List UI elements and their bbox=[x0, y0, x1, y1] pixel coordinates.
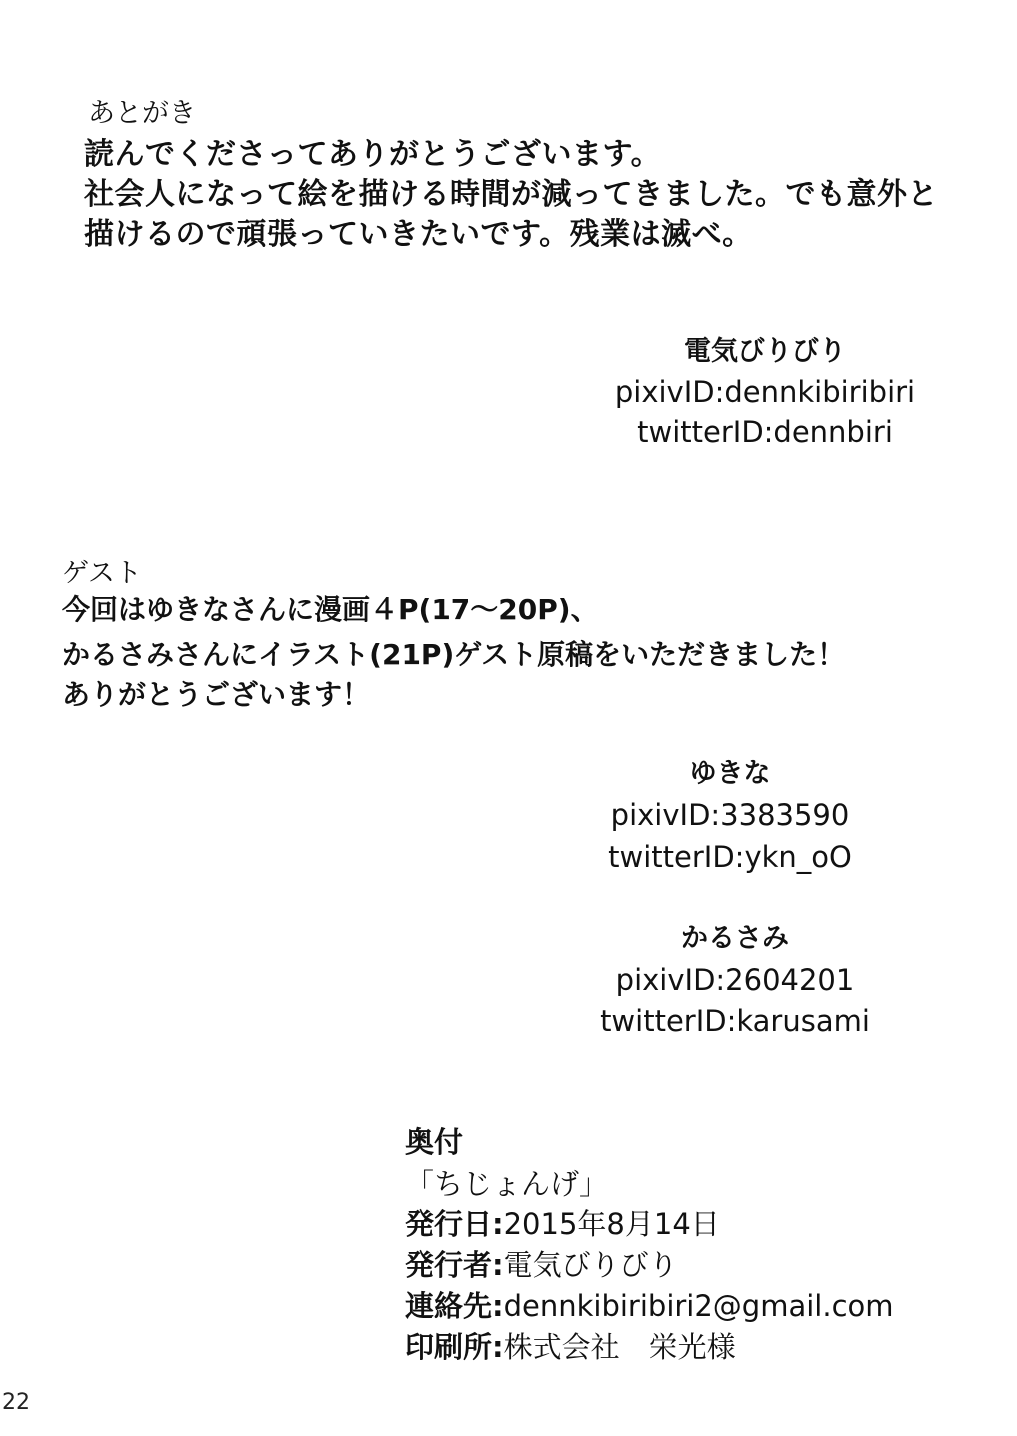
guest-pixiv-id: pixivID:3383590 bbox=[610, 798, 850, 832]
page-number: 22 bbox=[2, 1390, 30, 1415]
colophon-label: 連絡先: bbox=[405, 1289, 504, 1323]
author-name: 電気びりびり bbox=[684, 336, 846, 367]
afterword-heading: あとがき bbox=[88, 98, 196, 129]
guest-heading: ゲスト bbox=[62, 558, 142, 589]
colophon-row-printer bbox=[405, 1330, 736, 1364]
colophon-label: 発行者: bbox=[405, 1248, 504, 1282]
colophon-value: 2015年8月14日 bbox=[503, 1207, 720, 1241]
colophon-row-publisher bbox=[405, 1248, 678, 1282]
guest-line: かるさみさんにイラスト(21P)ゲスト原稿をいただきました！ bbox=[62, 638, 846, 671]
colophon-row-issue-date bbox=[405, 1207, 720, 1241]
guest-line: ありがとうございます！ bbox=[62, 678, 371, 711]
afterword-line: 社会人になって絵を描ける時間が減ってきました。でも意外と bbox=[84, 177, 938, 212]
guest-name: ゆきな bbox=[689, 758, 771, 789]
colophon-label: 発行日: bbox=[405, 1207, 504, 1241]
afterword-line: 描けるので頑張っていきたいです。残業は滅べ。 bbox=[84, 217, 753, 252]
guest-twitter-id: twitterID:karusami bbox=[600, 1004, 870, 1038]
colophon-title: 「ちじょんげ」 bbox=[405, 1167, 609, 1201]
colophon-value: 電気びりびり bbox=[503, 1248, 678, 1282]
colophon-value: dennkibiribiri2@gmail.com bbox=[503, 1289, 894, 1323]
guest-name: かるさみ bbox=[681, 923, 789, 954]
colophon-row-contact bbox=[405, 1289, 894, 1323]
author-pixiv-id: pixivID:dennkibiribiri bbox=[614, 375, 916, 409]
guest-line: 今回はゆきなさんに漫画４P(17～20P)、 bbox=[62, 593, 599, 626]
colophon-heading: 奥付 bbox=[405, 1125, 464, 1159]
colophon-label: 印刷所: bbox=[405, 1330, 504, 1364]
guest-pixiv-id: pixivID:2604201 bbox=[615, 963, 855, 997]
author-twitter-id: twitterID:dennbiri bbox=[637, 415, 893, 449]
guest-twitter-id: twitterID:ykn_oO bbox=[608, 840, 852, 874]
colophon-value: 株式会社 栄光様 bbox=[503, 1330, 736, 1364]
afterword-line: 読んでくださってありがとうございます。 bbox=[84, 137, 662, 172]
